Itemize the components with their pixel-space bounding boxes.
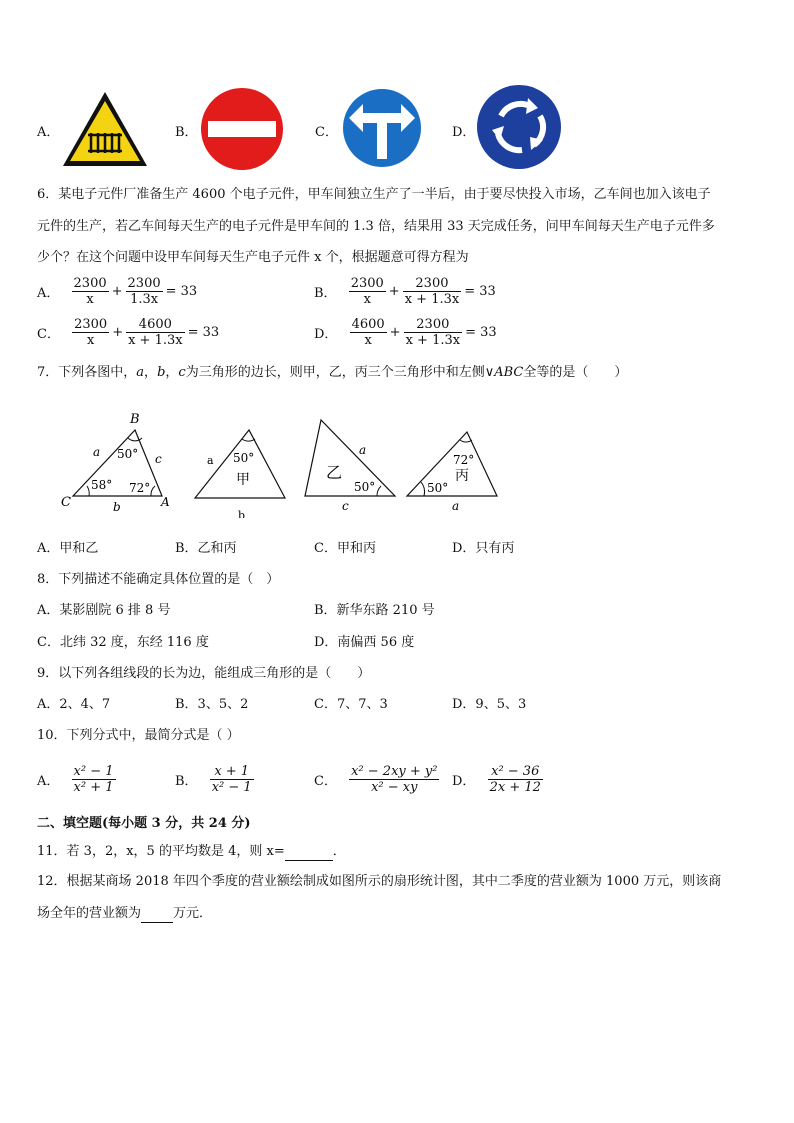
option-d-label: D． [452, 125, 476, 140]
triangle-jia [195, 430, 285, 518]
q6-option-d[interactable]: D． $\frac{4600}{x}$ + $\frac{2300}{x + 1.3x}$ = 33 [314, 317, 497, 348]
option-b-label: B． [175, 125, 198, 140]
q7-option-d[interactable]: D．只有丙 [452, 541, 515, 556]
section-heading: 二、填空题(每小题 3 分，共 24 分) [37, 816, 251, 831]
no-entry-sign-icon [199, 86, 285, 172]
triangle-yi [305, 420, 395, 513]
side-b-label: b [113, 500, 121, 514]
option-c-label: C． [315, 125, 338, 140]
bing-angle-left-label: 50° [427, 481, 449, 495]
q11-answer-blank[interactable] [285, 846, 333, 861]
q10-option-c[interactable]: C． $\frac{\text{x² − 2xy + y²}}{\text{x² − xy}}$ [314, 764, 438, 795]
fraction: $\frac{2300}{1.3x}$ [127, 276, 161, 307]
q8-option-d[interactable]: D．南偏西 56 度 [314, 635, 415, 650]
yi-bottom-label: c [342, 499, 349, 513]
q8-option-b[interactable]: B．新华东路 210 号 [314, 603, 435, 618]
side-c-label: c [155, 452, 162, 466]
yi-angle-label: 50° [354, 480, 376, 494]
angle-a-label: 72° [129, 481, 151, 495]
q6-option-b[interactable]: B． $\frac{2300}{x}$ + $\frac{2300}{x + 1.3x}$ = 33 [314, 276, 496, 307]
fraction: $\frac{x + 1}{\text{x² − 1}}$ [211, 764, 252, 795]
q9-stem: 9．以下列各组线段的长为边，能组成三角形的是（ ） [37, 666, 371, 681]
fraction: $\frac{2300}{x + 1.3x}$ [405, 317, 461, 348]
q8-option-c[interactable]: C．北纬 32 度，东经 116 度 [37, 635, 209, 650]
q9-option-a[interactable]: A．2、4、7 [37, 697, 111, 712]
jia-bottom-label: b [238, 509, 246, 518]
angle-c-label: 58° [91, 478, 113, 492]
triangle-abc [61, 412, 170, 514]
yi-name-label: 乙 [326, 463, 343, 482]
q6-option-c[interactable]: C． $\frac{2300}{x}$ + $\frac{4600}{x + 1.3x}$ = 33 [37, 317, 220, 348]
fraction: $\frac{\text{x² − 36}}{2x + 12}$ [489, 764, 541, 795]
fraction: $\frac{\text{x² − 2xy + y²}}{\text{x² − xy}}$ [351, 764, 438, 795]
q8-stem: 8．下列描述不能确定具体位置的是（ ） [37, 572, 280, 587]
fraction: $\frac{2300}{x}$ [350, 276, 384, 307]
q10-option-a[interactable]: A． $\frac{\text{x² − 1}}{\text{x² + 1}}$ [37, 764, 114, 795]
q8-option-a[interactable]: A．某影剧院 6 排 8 号 [37, 603, 171, 618]
jia-side-label: a [207, 454, 214, 467]
yi-side-label: a [359, 443, 367, 457]
q12-answer-blank[interactable] [141, 908, 173, 923]
straight-or-turn-arrow-sign-icon [339, 85, 425, 171]
q6-stem-line1: 6．某电子元件厂准备生产 4600 个电子元件，甲车间独立生产了一半后，由于要尽快投入市场，乙车间也加入该电子 [37, 187, 711, 202]
fraction: $\frac{2300}{x + 1.3x}$ [404, 276, 460, 307]
bing-name-label: 丙 [455, 468, 469, 484]
jia-angle-label: 50° [233, 451, 255, 465]
q10-option-b[interactable]: B． $\frac{x + 1}{\text{x² − 1}}$ [175, 764, 252, 795]
q9-option-d[interactable]: D．9、5、3 [452, 697, 527, 712]
q6-stem-line3: 少个？在这个问题中设甲车间每天生产电子元件 x 个，根据题意可得方程为 [37, 250, 469, 265]
fraction: $\frac{4600}{x}$ [351, 317, 385, 348]
roundabout-sign-icon [476, 84, 562, 170]
fraction: $\frac{\text{x² − 1}}{\text{x² + 1}}$ [73, 764, 114, 795]
q10-option-d[interactable]: D． $\frac{\text{x² − 36}}{2x + 12}$ [452, 764, 541, 795]
fraction: $\frac{2300}{x}$ [74, 317, 108, 348]
jia-name-label: 甲 [236, 472, 250, 488]
bing-angle-top-label: 72° [453, 453, 475, 467]
q7-stem: 7．下列各图中，a，b，c为三角形的边长，则甲，乙，丙三个三角形中和左侧∨ABC全等的是（ ） [37, 365, 628, 380]
vertex-a-label: A [161, 495, 170, 509]
q9-option-b[interactable]: B．3、5、2 [175, 697, 249, 712]
q7-option-a[interactable]: A．甲和乙 [37, 541, 99, 556]
q7-option-b[interactable]: B．乙和丙 [175, 541, 237, 556]
triangle-bing [407, 432, 497, 513]
vertex-c-label: C [61, 495, 71, 510]
q7-triangles-figure [55, 408, 515, 518]
angle-b-label: 50° [117, 447, 139, 461]
q11-stem: 11．若 3，2，x，5 的平均数是 4，则 x= ． [37, 844, 346, 859]
q6-stem-line2: 元件的生产，若乙车间每天生产的电子元件是甲车间的 1.3 倍，结果用 33 天完成任务，问甲车间每天生产电子元件多 [37, 219, 715, 234]
vertex-b-label: B [130, 412, 140, 427]
bing-bottom-label: a [452, 499, 460, 513]
q12-stem-line2: 场全年的营业额为 万元． [37, 906, 213, 921]
q7-option-c[interactable]: C．甲和丙 [314, 541, 376, 556]
option-a-label: A． [37, 125, 60, 140]
side-a-label: a [93, 445, 101, 459]
q9-option-c[interactable]: C．7、7、3 [314, 697, 388, 712]
q10-stem: 10．下列分式中，最简分式是（ ） [37, 728, 240, 743]
q12-stem-line1: 12．根据某商场 2018 年四个季度的营业额绘制成如图所示的扇形统计图，其中二季度的营业额为 1000 万元，则该商 [37, 874, 722, 889]
q6-option-a[interactable]: A． $\frac{2300}{x}$ + $\frac{2300}{1.3x}$ = 33 [37, 276, 198, 307]
fraction: $\frac{4600}{x + 1.3x}$ [128, 317, 183, 348]
fraction: $\frac{2300}{x}$ [73, 276, 107, 307]
railroad-crossing-warning-icon [60, 89, 150, 169]
